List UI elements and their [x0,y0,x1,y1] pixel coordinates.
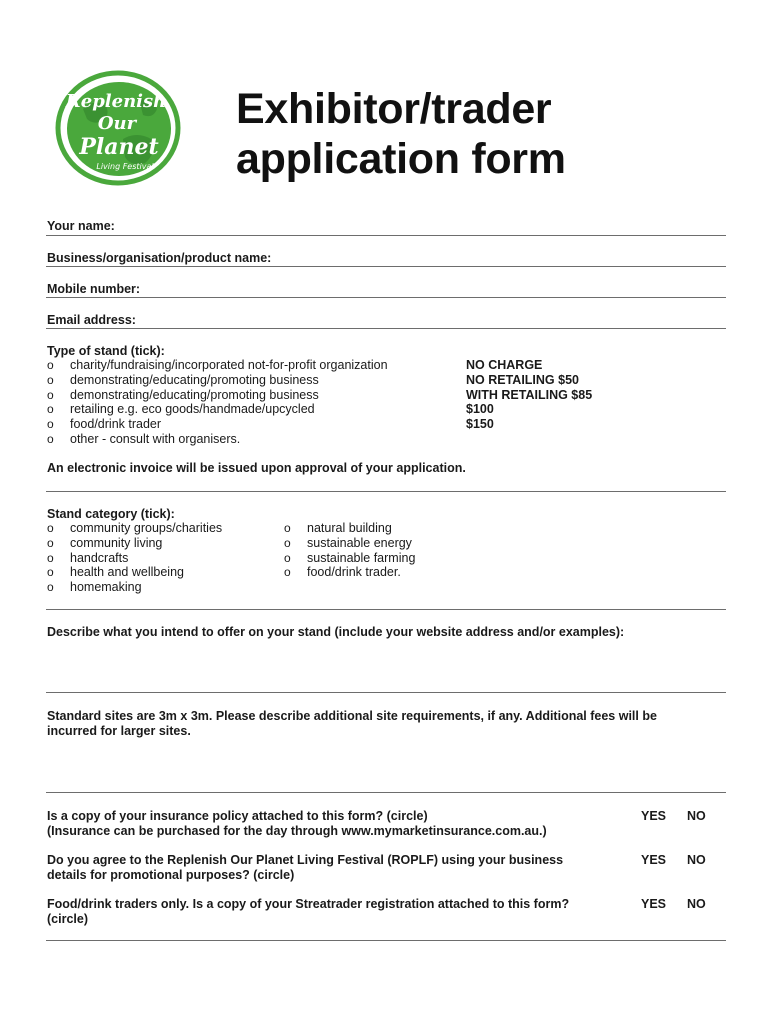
option-label: community living [70,536,163,550]
your-name-field[interactable] [46,235,726,236]
option-label: demonstrating/educating/promoting business [70,388,319,402]
section-divider [46,491,726,492]
stand-category-option[interactable] [47,521,222,536]
option-label: natural building [307,521,392,535]
checkbox-bullet[interactable]: o [47,432,54,446]
checkbox-bullet[interactable]: o [47,580,54,594]
stand-category-option[interactable] [284,551,415,566]
stand-category-option[interactable] [47,565,184,580]
stand-category-option[interactable] [284,565,401,580]
checkbox-bullet[interactable]: o [284,521,291,535]
option-label: other - consult with organisers. [70,432,241,446]
streatrader-yes-option[interactable]: YES [641,897,667,911]
insurance-yes-option[interactable]: YES [641,809,667,823]
site-requirements-field[interactable] [46,742,726,790]
your-name-label: Your name: [47,219,115,233]
logo-text-replenish: Replenish [65,91,167,112]
logo-text-our: Our [97,113,137,134]
insurance-question [47,809,627,839]
stand-type-option[interactable] [47,432,240,447]
option-label: sustainable energy [307,536,412,550]
stand-type-option[interactable] [47,402,315,417]
promotion-no-option[interactable]: NO [687,853,706,867]
question-line: Is a copy of your insurance policy attached to this form? (circle) [47,809,428,823]
promotion-consent-question [47,853,627,883]
logo-text-living-festival: Living Festival [96,162,154,171]
site-requirements-line-2: incurred for larger sites. [47,724,191,738]
stand-type-option[interactable] [47,417,161,432]
describe-offer-label: Describe what you intend to offer on your stand (include your website address and/or examples): [47,625,625,639]
stand-category-option[interactable] [47,551,128,566]
option-label: food/drink trader [70,417,162,431]
stand-price: $100 [466,402,494,416]
logo-text-planet: Planet [79,134,159,160]
stand-category-option[interactable] [284,536,412,551]
checkbox-bullet[interactable]: o [284,551,291,565]
streatrader-question [47,897,627,927]
invoice-note: An electronic invoice will be issued upon approval of your application. [47,461,466,475]
stand-category-option[interactable] [284,521,392,536]
question-line: Do you agree to the Replenish Our Planet Living Festival (ROPLF) using your business [47,853,564,867]
stand-category-heading: Stand category (tick): [47,507,175,521]
stand-category-option[interactable] [47,580,142,595]
option-label: charity/fundraising/incorporated not-for-profit organization [70,358,388,372]
stand-category-option[interactable] [47,536,162,551]
checkbox-bullet[interactable]: o [47,358,54,372]
option-label: handcrafts [70,551,129,565]
checkbox-bullet[interactable]: o [47,565,54,579]
question-line: details for promotional purposes? (circle) [47,868,295,882]
promotion-yes-option[interactable]: YES [641,853,667,867]
stand-type-option[interactable] [47,358,388,373]
site-requirements-line-1: Standard sites are 3m x 3m. Please describe additional site requirements, if any. Additional fees will be [47,709,657,723]
email-address-field[interactable] [46,328,726,329]
stand-price: NO RETAILING $50 [466,373,579,387]
stand-price: NO CHARGE [466,358,543,372]
question-line: Food/drink traders only. Is a copy of your Streatrader registration attached to this form? [47,897,570,911]
option-label: community groups/charities [70,521,223,535]
checkbox-bullet[interactable]: o [47,536,54,550]
section-divider [46,940,726,941]
section-divider [46,692,726,693]
mobile-number-label: Mobile number: [47,282,141,296]
stand-type-option[interactable] [47,388,319,403]
insurance-no-option[interactable]: NO [687,809,706,823]
checkbox-bullet[interactable]: o [47,551,54,565]
mobile-number-field[interactable] [46,297,726,298]
section-divider [46,792,726,793]
option-label: demonstrating/educating/promoting business [70,373,319,387]
checkbox-bullet[interactable]: o [47,521,54,535]
stand-type-option[interactable] [47,373,319,388]
section-divider [46,609,726,610]
checkbox-bullet[interactable]: o [47,417,54,431]
replenish-our-planet-logo [53,69,183,187]
option-label: homemaking [70,580,142,594]
checkbox-bullet[interactable]: o [47,373,54,387]
checkbox-bullet[interactable]: o [47,402,54,416]
option-label: sustainable farming [307,551,416,565]
stand-price: $150 [466,417,494,431]
title-line-2: application form [236,135,566,183]
streatrader-no-option[interactable]: NO [687,897,706,911]
checkbox-bullet[interactable]: o [47,388,54,402]
email-address-label: Email address: [47,313,136,327]
title-line-1: Exhibitor/trader [236,85,552,133]
option-label: food/drink trader. [307,565,401,579]
business-name-field[interactable] [46,266,726,267]
question-line: (circle) [47,912,88,926]
checkbox-bullet[interactable]: o [284,536,291,550]
checkbox-bullet[interactable]: o [284,565,291,579]
stand-price: WITH RETAILING $85 [466,388,593,402]
describe-offer-field[interactable] [46,645,726,691]
business-name-label: Business/organisation/product name: [47,251,272,265]
option-label: retailing e.g. eco goods/handmade/upcycled [70,402,315,416]
question-line: (Insurance can be purchased for the day through www.mymarketinsurance.com.au.) [47,824,547,838]
stand-type-heading: Type of stand (tick): [47,344,165,358]
option-label: health and wellbeing [70,565,184,579]
